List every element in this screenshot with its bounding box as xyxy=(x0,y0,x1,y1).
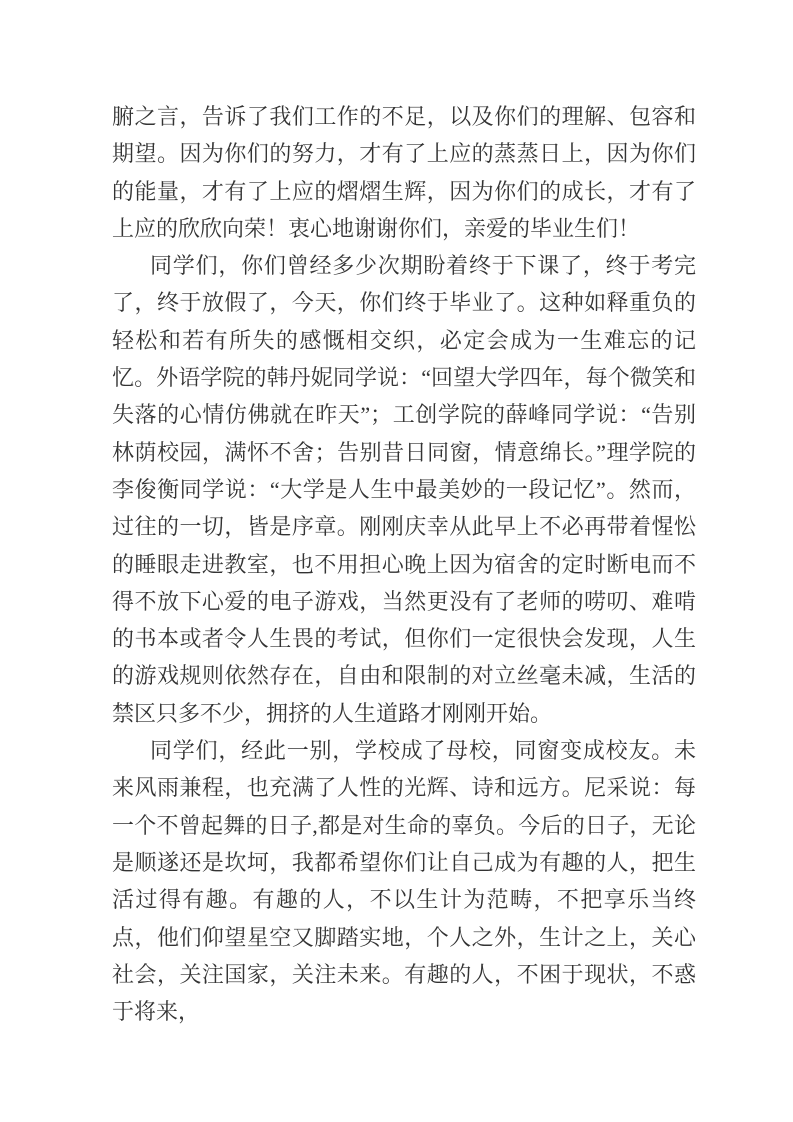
document-text-block xyxy=(112,98,696,1030)
paragraph-farewell-wishes: 同学们，经此一别，学校成了母校，同窗变成校友。未来风雨兼程，也充满了人性的光辉、诗和远方。尼采说：每一个不曾起舞的日子,都是对生命的辜负。今后的日子，无论是顺遂还是坎坷，我都希望你们让自己成为有趣的人，把生活过得有趣。有趣的人，不以生计为范畴，不把享乐当终点，他们仰望星空又脚踏实地，个人之外，生计之上，关心社会，关注国家，关注未来。有趣的人，不困于现状，不惑于将来， xyxy=(112,738,696,1025)
paragraph-continuation: 腑之言，告诉了我们工作的不足，以及你们的理解、包容和期望。因为你们的努力，才有了上应的蒸蒸日上，因为你们的能量，才有了上应的熠熠生辉，因为你们的成长，才有了上应的欣欣向荣！衷心地谢谢你们，亲爱的毕业生们！ xyxy=(112,104,696,241)
paragraph-graduation-memories: 同学们，你们曾经多少次期盼着终于下课了，终于考完了，终于放假了，今天，你们终于毕业了。这种如释重负的轻松和若有所失的感慨相交织，必定会成为一生难忘的记忆。外语学院的韩丹妮同学说：“回望大学四年，每个微笑和失落的心情仿佛就在昨天”；工创学院的薛峰同学说：“告别林荫校园，满怀不舍；告别昔日同窗，情意绵长。”理学院的李俊衡同学说：“大学是人生中最美妙的一段记忆”。然而，过往的一切，皆是序章。刚刚庆幸从此早上不必再带着惺忪的睡眼走进教室，也不用担心晚上因为宿舍的定时断电而不得不放下心爱的电子游戏，当然更没有了老师的唠叨、难啃的书本或者令人生畏的考试，但你们一定很快会发现，人生的游戏规则依然存在，自由和限制的对立丝毫未减，生活的禁区只多不少，拥挤的人生道路才刚刚开始。 xyxy=(112,253,696,726)
